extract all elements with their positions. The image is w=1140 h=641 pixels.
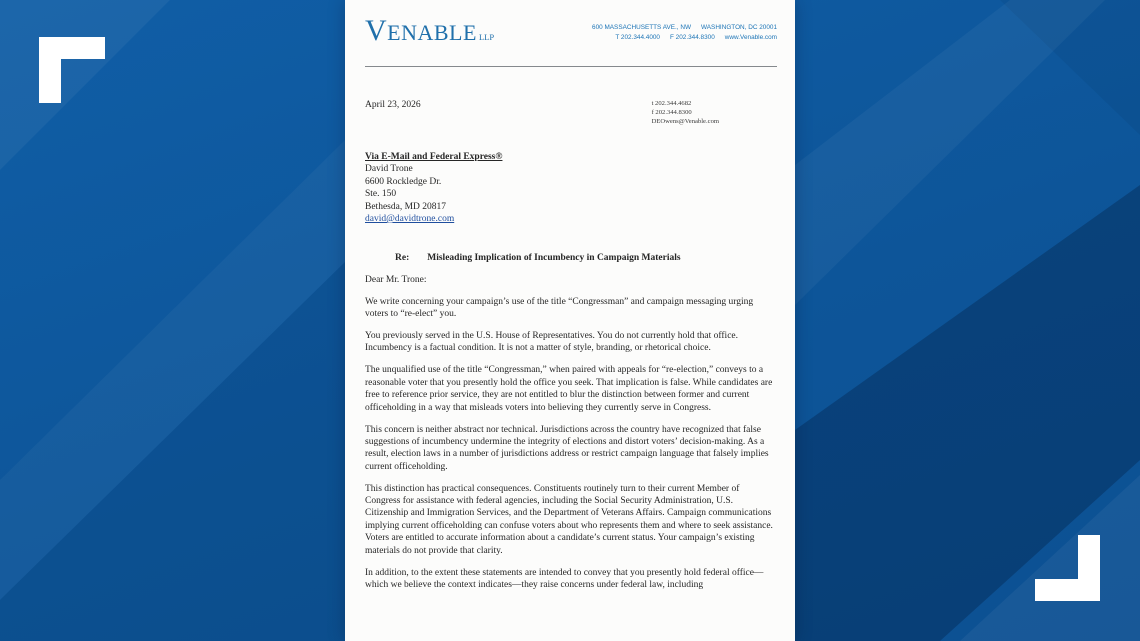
letter-body: [365, 296, 777, 592]
re-subject: Misleading Implication of Incumbency in Campaign Materials: [427, 253, 681, 264]
date-row: [365, 99, 777, 126]
corner-bracket-icon: [1035, 535, 1100, 601]
recipient-address-line: Ste. 150: [365, 189, 397, 200]
recipient-address-line: 6600 Rockledge Dr.: [365, 176, 442, 187]
letter-content: [345, 0, 795, 591]
recipient-block: [365, 151, 777, 225]
re-label: Re:: [395, 253, 410, 264]
letterhead-phone: T 202.344.4000: [615, 33, 660, 41]
logo-suffix: LLP: [478, 32, 495, 42]
recipient-email-link[interactable]: david@davidtrone.com: [365, 214, 455, 225]
sender-fax: f 202.344.8300: [651, 109, 692, 116]
salutation: Dear Mr. Trone:: [365, 274, 427, 285]
venable-logo: [365, 16, 494, 53]
letter-date: April 23, 2026: [365, 100, 421, 110]
letter-paragraph: This distinction has practical consequences. Constituents routinely turn to their current Member of Congress for assistance with federal agencies, including the Social Security Administration, U.S. Citizenship and Immigration Services, and the Department of Veterans Affairs. Campaign communications implying current officeholding can confuse voters about who represents them and where to seek assistance. Voters are entitled to accurate information about a candidate’s current status. Your campaign’s existing materials do not provide that clarity.: [365, 483, 773, 556]
letterhead-website: www.Venable.com: [724, 33, 777, 41]
letterhead-address-block: [592, 23, 777, 42]
letter-paragraph: We write concerning your campaign’s use of the title “Congressman” and campaign messaging urging voters to “re-elect” you.: [365, 296, 754, 320]
letterhead-divider: [365, 66, 777, 67]
logo-rest: ENABLE: [387, 20, 477, 45]
letter-paragraph: In addition, to the extent these statements are intended to convey that you presently hold federal office—which we believe the context indicates—they raise concerns under federal law, including: [365, 567, 764, 590]
letterhead-street: 600 MASSACHUSETTS AVE., NW: [592, 24, 691, 31]
letter-paragraph: The unqualified use of the title “Congressman,” when paired with appeals for “re-election,” conveys to a reasonable voter that you presently hold the office you seek. That implication is false. While candidates are free to reference prior service, they are not entitled to blur the distinction between former and current officeholding in a way that misleads voters into believing they currently serve in Congress.: [365, 365, 773, 413]
sender-phone: t 202.344.4682: [651, 100, 692, 107]
letter-paragraph: This concern is neither abstract nor technical. Jurisdictions across the country have recognized that false suggestions of incumbency undermine the integrity of elections and distort voters’ decision-making. As a result, election laws in a number of jurisdictions address or restrict campaign language that falsely implies current officeholding.: [365, 424, 769, 472]
re-line: [395, 252, 777, 264]
letter-document-page: [345, 0, 795, 641]
sender-email: DEOwens@Venable.com: [651, 118, 719, 125]
delivery-method: Via E-Mail and Federal Express®: [365, 152, 503, 162]
sender-contact-block: [652, 99, 719, 126]
letterhead-city: WASHINGTON, DC 20001: [701, 24, 777, 31]
letterhead-fax: F 202.344.8300: [670, 33, 715, 41]
letterhead: [365, 16, 777, 53]
recipient-name: David Trone: [365, 164, 413, 175]
letter-paragraph: You previously served in the U.S. House of Representatives. You do not currently hold that office. Incumbency is a factual condition. It is not a matter of style, branding, or rhetorical choice.: [365, 331, 739, 354]
logo-initial: V: [365, 14, 388, 47]
recipient-address-line: Bethesda, MD 20817: [365, 201, 447, 212]
corner-bracket-icon: [39, 37, 105, 103]
